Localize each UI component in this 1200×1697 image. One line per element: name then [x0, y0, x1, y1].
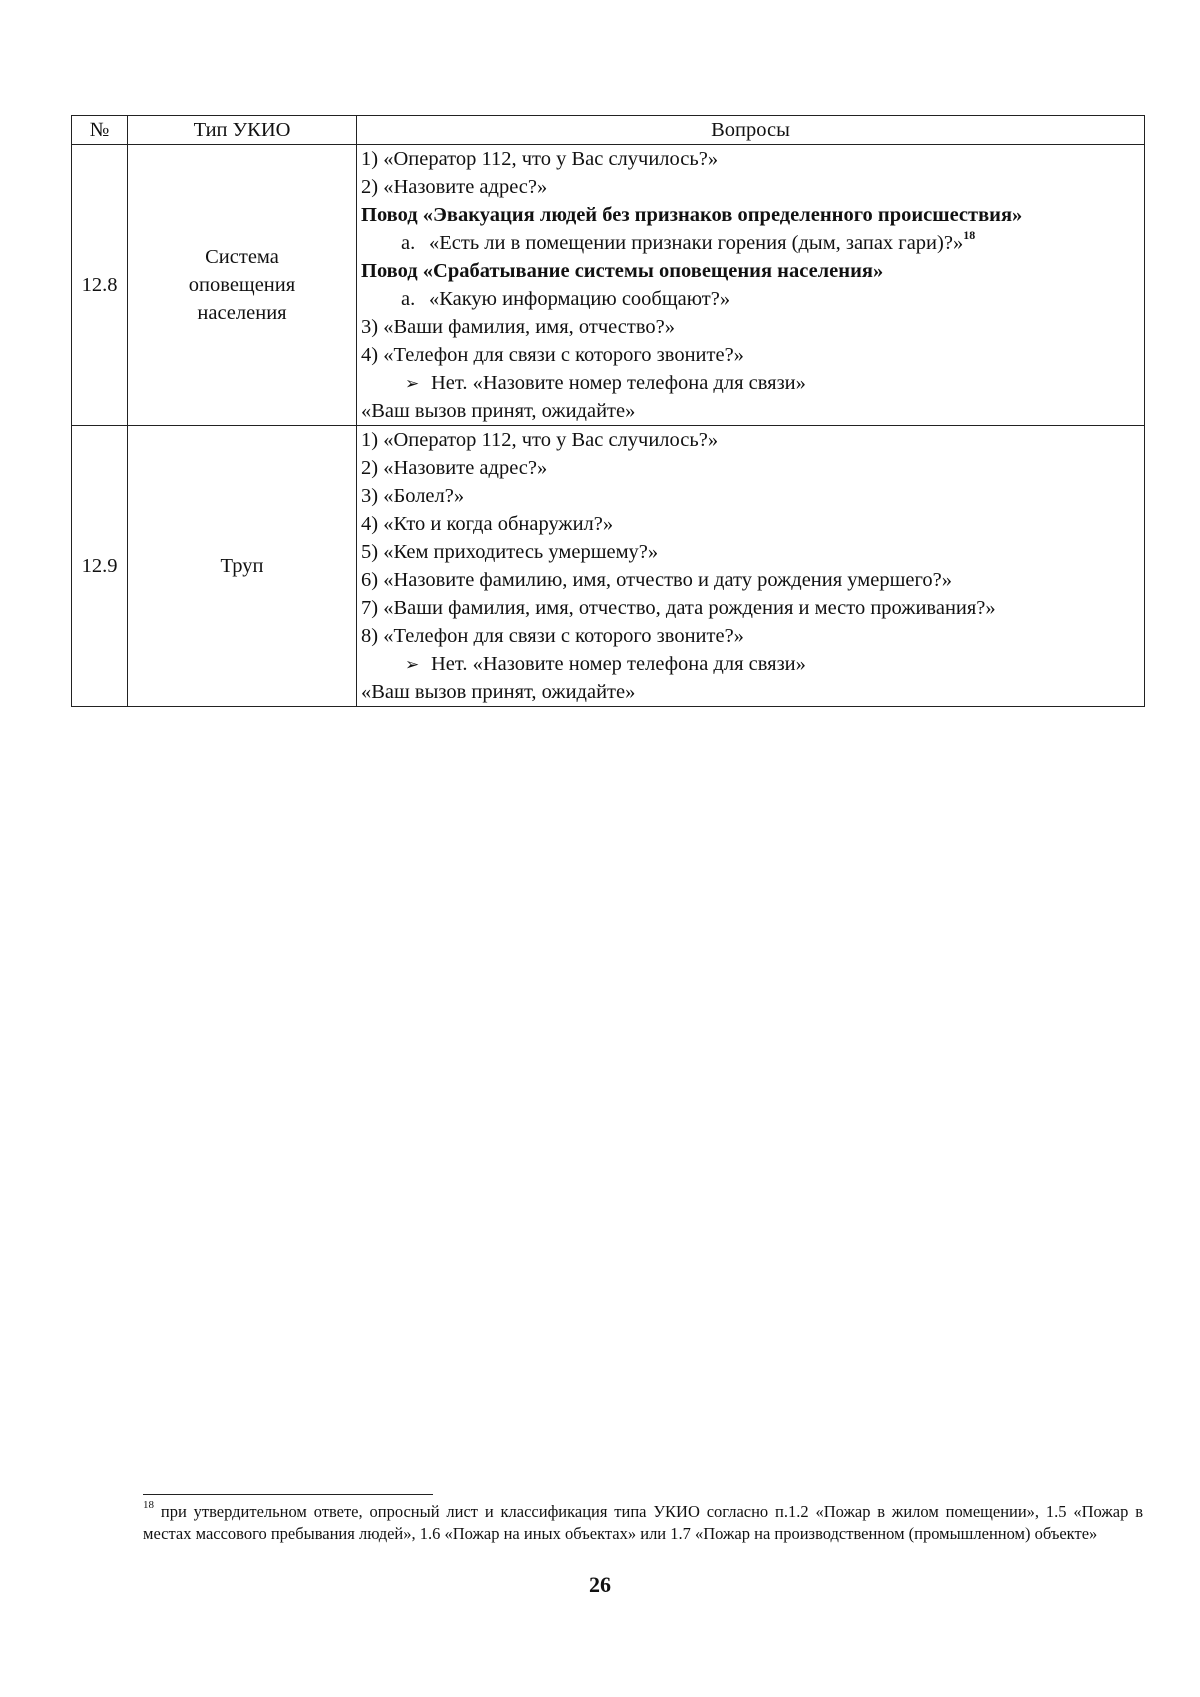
- arrow-bullet-icon: ➢: [405, 374, 420, 394]
- sub-question-marker: a.: [401, 288, 416, 310]
- table-row: [72, 145, 1145, 426]
- fallback-question-text: Нет. «Назовите номер телефона для связи»: [431, 653, 806, 675]
- header-number: №: [72, 116, 128, 145]
- question-line: 3) «Ваши фамилия, имя, отчество?»: [361, 316, 675, 338]
- question-line: 2) «Назовите адрес?»: [361, 176, 548, 198]
- question-line: 5) «Кем приходитесь умершему?»: [361, 541, 659, 563]
- page-number: 26: [589, 1572, 611, 1597]
- footnote-reference: 18: [963, 228, 976, 243]
- question-line: 2) «Назовите адрес?»: [361, 457, 548, 479]
- question-line: 8) «Телефон для связи с которого звоните?»: [361, 625, 744, 647]
- fallback-question-text: Нет. «Назовите номер телефона для связи»: [431, 372, 806, 394]
- header-type: Тип УКИО: [128, 116, 357, 145]
- questions-cell: [357, 145, 1145, 426]
- question-line: 4) «Телефон для связи с которого звоните?»: [361, 344, 744, 366]
- sub-question-text: «Есть ли в помещении признаки горения (дым, запах гари)?»: [429, 232, 964, 254]
- question-line: «Ваш вызов принят, ожидайте»: [361, 400, 636, 422]
- header-questions: Вопросы: [357, 116, 1145, 145]
- sub-question: [361, 229, 1140, 257]
- question-line: 1) «Оператор 112, что у Вас случилось?»: [361, 148, 719, 170]
- incident-type-line: оповещения: [188, 274, 296, 296]
- table-header-row: [72, 116, 1145, 145]
- question-line: 3) «Болел?»: [361, 485, 465, 507]
- question-line: 1) «Оператор 112, что у Вас случилось?»: [361, 429, 719, 451]
- question-line: 6) «Назовите фамилию, имя, отчество и дату рождения умершего?»: [361, 569, 952, 591]
- table-row: [72, 426, 1145, 707]
- reason-heading: Повод «Эвакуация людей без признаков определенного происшествия»: [361, 204, 1023, 226]
- footnote-number: 18: [143, 1498, 154, 1511]
- footnote-text: при утвердительном ответе, опросный лист и классификация типа УКИО согласно п.1.2 «Пожар в жилом помещении», 1.5 «Пожар в местах массового пребывания людей», 1.6 «Пожар на иных объектах» или 1.7 «Пожар на производственном (промышленном) объекте»: [143, 1502, 1144, 1543]
- sub-question-marker: a.: [401, 232, 416, 254]
- incident-type-line: Труп: [220, 555, 264, 577]
- question-line: 7) «Ваши фамилия, имя, отчество, дата рождения и место проживания?»: [361, 597, 996, 619]
- fallback-question: [361, 650, 1140, 678]
- incident-type-line: населения: [197, 302, 287, 324]
- incident-type-cell: [128, 426, 357, 707]
- fallback-question: [361, 369, 1140, 397]
- question-line: 4) «Кто и когда обнаружил?»: [361, 513, 614, 535]
- question-line: «Ваш вызов принят, ожидайте»: [361, 681, 636, 703]
- sub-question-text: «Какую информацию сообщают?»: [429, 288, 731, 310]
- arrow-bullet-icon: ➢: [405, 655, 420, 675]
- row-number-cell: 12.9: [72, 426, 128, 707]
- reason-heading: Повод «Срабатывание системы оповещения населения»: [361, 260, 884, 282]
- questions-cell: [357, 426, 1145, 707]
- footnote: [143, 1498, 1144, 1545]
- row-number-cell: 12.8: [72, 145, 128, 426]
- footnote-divider: [143, 1494, 433, 1495]
- incident-type-cell: [128, 145, 357, 426]
- incident-type-line: Система: [205, 246, 279, 268]
- questions-table: [71, 115, 1145, 707]
- sub-question: [361, 285, 1140, 313]
